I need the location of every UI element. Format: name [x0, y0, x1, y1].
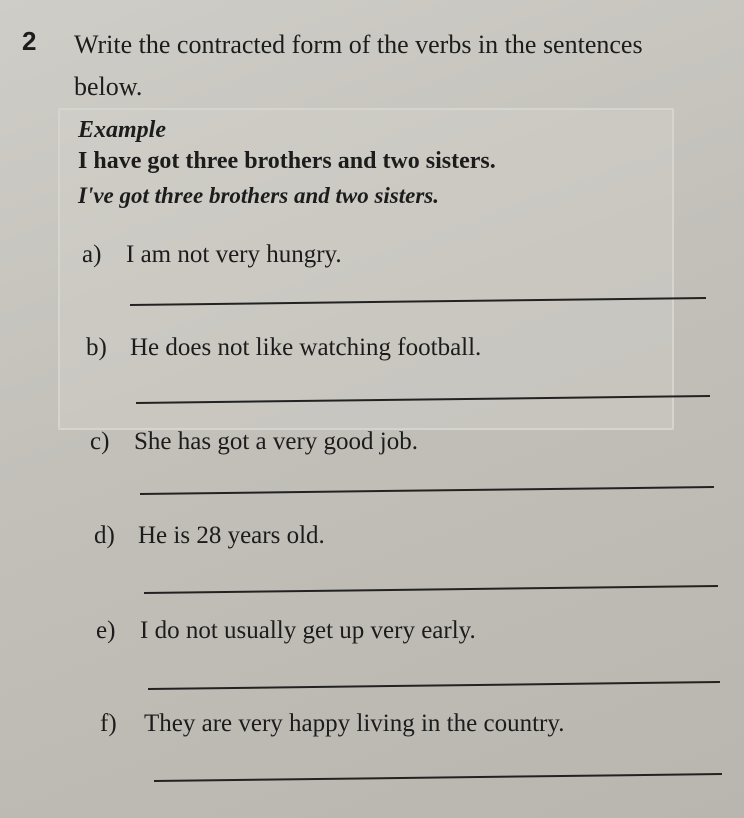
item-f: [100, 710, 564, 738]
item-label: e): [96, 617, 116, 644]
item-sentence: They are very happy living in the country.: [144, 710, 565, 737]
item-label: c): [90, 428, 110, 455]
item-sentence: He does not like watching football.: [130, 334, 482, 361]
item-label: f): [100, 710, 117, 737]
item-sentence: He is 28 years old.: [138, 522, 325, 549]
example-sentence: I have got three brothers and two sisters.: [78, 148, 496, 174]
item-sentence: I do not usually get up very early.: [140, 617, 476, 644]
item-c: [90, 428, 418, 456]
item-b: [86, 334, 481, 362]
answer-line-f[interactable]: [154, 773, 722, 782]
item-a: [82, 241, 342, 269]
example-answer: I've got three brothers and two sisters.: [78, 183, 440, 208]
item-e: [96, 617, 476, 645]
item-sentence: She has got a very good job.: [134, 428, 418, 455]
example-label: Example: [78, 117, 166, 143]
item-label: b): [86, 334, 107, 361]
item-label: d): [94, 522, 115, 549]
exercise-instruction: Write the contracted form of the verbs in the sentences below.: [74, 30, 643, 101]
item-d: [94, 522, 325, 550]
exercise-number: 2: [22, 26, 37, 56]
item-sentence: I am not very hungry.: [126, 241, 342, 268]
answer-line-e[interactable]: [148, 681, 720, 690]
answer-line-c[interactable]: [140, 486, 714, 495]
answer-line-d[interactable]: [144, 585, 718, 594]
item-label: a): [82, 241, 102, 268]
